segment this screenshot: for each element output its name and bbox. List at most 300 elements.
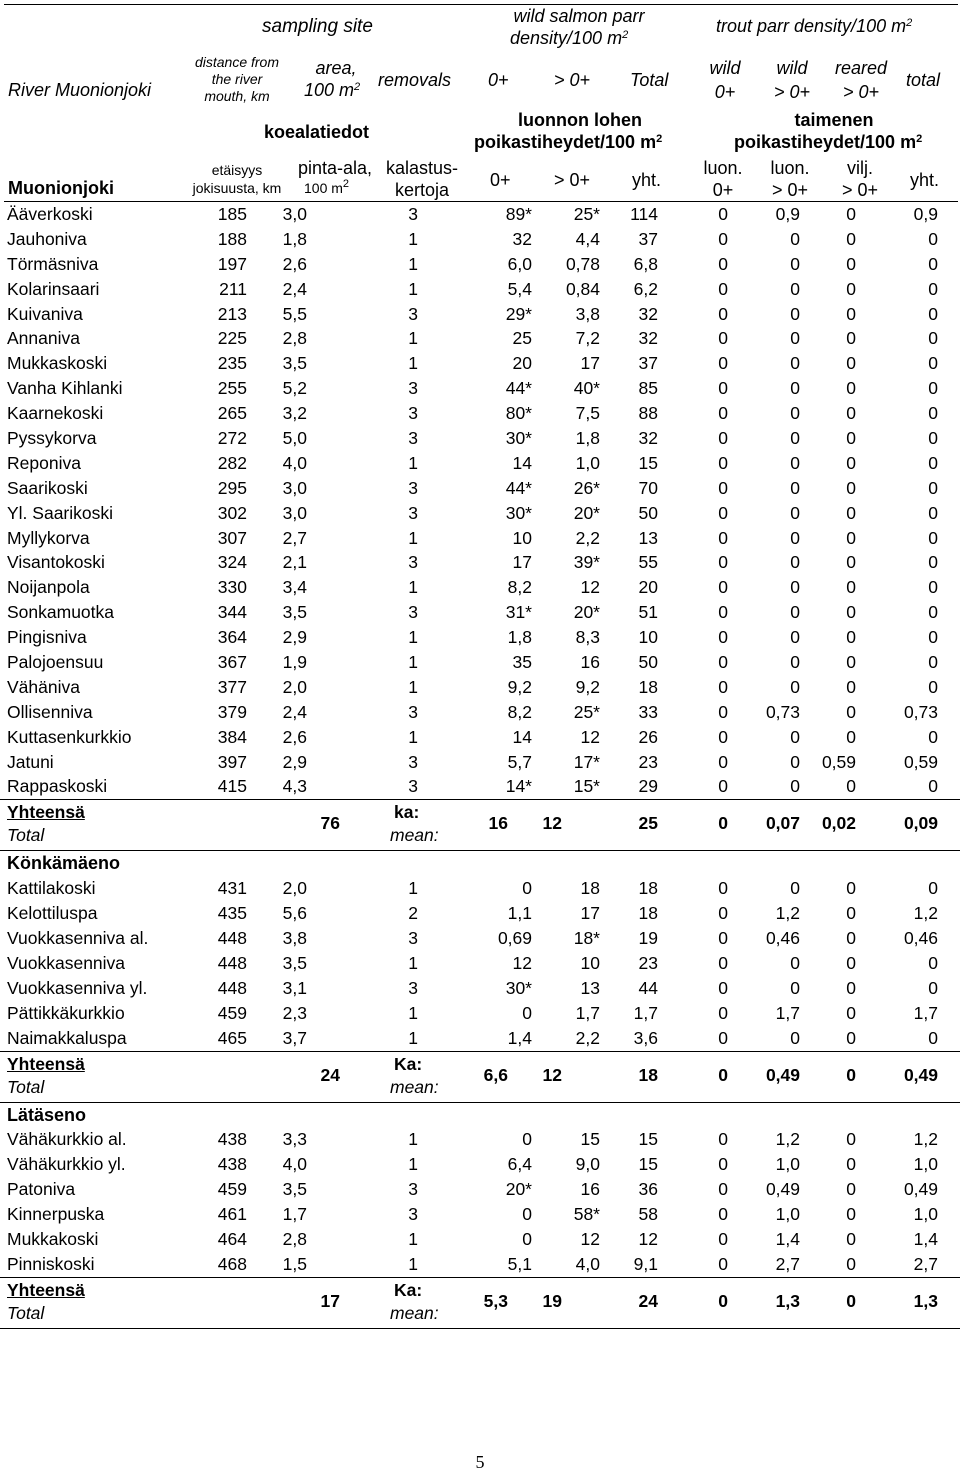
distance-cell: 379	[217, 701, 247, 722]
trout-wild-gt0plus-cell: 0	[790, 428, 800, 449]
section-title: Könkämäeno	[7, 853, 121, 874]
sup-2: 2	[354, 81, 361, 93]
trout-wild-gt0plus-cell: 0	[790, 878, 800, 899]
removals-cell: 3	[408, 204, 418, 224]
table-row	[0, 926, 960, 951]
trout-reared-cell: 0	[846, 1253, 856, 1274]
total-value: 0,07	[765, 813, 800, 834]
header-total: Total	[630, 70, 669, 90]
trout-reared-cell: 0	[846, 502, 856, 523]
salmon-gt0plus-cell: 39*	[573, 552, 600, 573]
area-cell: 3,8	[282, 928, 307, 949]
trout-total-cell: 1,2	[913, 1129, 938, 1150]
header-poikastiheydet-lohi	[474, 133, 662, 153]
salmon-0plus-cell: 44*	[505, 477, 532, 498]
header-poikastiheydet-taimen-text: poikastiheydet/100 m	[734, 132, 917, 152]
salmon-total-cell: 37	[638, 228, 658, 249]
salmon-0plus-cell: 0	[522, 1002, 532, 1023]
header-vilj-2: > 0+	[841, 180, 879, 200]
trout-wild-gt0plus-cell: 0,49	[765, 1179, 800, 1200]
salmon-gt0plus-cell: 9,2	[575, 676, 600, 697]
trout-wild-0plus-cell: 0	[718, 627, 728, 648]
header-distance-1: distance from	[194, 54, 280, 70]
salmon-0plus-cell: 1,4	[507, 1027, 532, 1048]
trout-total-cell: 0	[928, 652, 938, 673]
removals-cell: 1	[408, 278, 418, 299]
distance-cell: 197	[217, 253, 247, 274]
salmon-gt0plus-cell: 0,84	[565, 278, 600, 299]
site-name-cell: Jatuni	[7, 751, 54, 772]
trout-wild-0plus-cell: 0	[718, 502, 728, 523]
distance-cell: 272	[217, 428, 247, 449]
trout-reared-cell: 0	[846, 253, 856, 274]
header-area-1: area,	[315, 58, 357, 78]
trout-wild-gt0plus-cell: 0	[790, 627, 800, 648]
trout-total-cell: 0	[928, 403, 938, 424]
salmon-gt0plus-cell: 3,8	[575, 303, 600, 324]
site-name-cell: Kattilakoski	[7, 878, 96, 899]
salmon-gt0plus-cell: 18	[580, 878, 600, 899]
total-label-en: Total	[7, 1076, 45, 1097]
distance-cell: 459	[217, 1002, 247, 1023]
total-value: 24	[638, 1290, 658, 1311]
total-value: 1,3	[775, 1290, 800, 1311]
site-name-cell: Pyssykorva	[7, 428, 97, 449]
trout-wild-gt0plus-cell: 0	[790, 977, 800, 998]
trout-wild-0plus-cell: 0	[718, 1228, 728, 1249]
salmon-0plus-cell: 20*	[505, 1179, 532, 1200]
trout-wild-0plus-cell: 0	[718, 952, 728, 973]
header-wild-salmon-1: wild salmon parr	[513, 6, 645, 26]
trout-total-cell: 0	[928, 253, 938, 274]
header-luon2-1: luon.	[770, 158, 810, 178]
trout-total-cell: 1,2	[913, 903, 938, 924]
distance-cell: 265	[217, 403, 247, 424]
total-label-fi: Yhteensä	[7, 802, 85, 823]
total-value: 0,49	[765, 1064, 800, 1085]
trout-total-cell: 0	[928, 1027, 938, 1048]
site-name-cell: Kaarnekoski	[7, 403, 104, 424]
trout-wild-gt0plus-cell: 1,2	[775, 903, 800, 924]
header-removals: removals	[378, 70, 452, 90]
trout-reared-cell: 0	[846, 403, 856, 424]
total-value: 0,49	[903, 1064, 938, 1085]
trout-total-cell: 0	[928, 552, 938, 573]
header-luonnon-lohen: luonnon lohen	[518, 110, 642, 130]
header-koealatiedot: koealatiedot	[264, 122, 370, 142]
trout-total-cell: 0	[928, 502, 938, 523]
trout-wild-0plus-cell: 0	[718, 726, 728, 747]
header-fi-yht: yht.	[632, 170, 662, 190]
area-cell: 2,3	[282, 1002, 307, 1023]
trout-total-cell: 0	[928, 353, 938, 374]
total-row	[0, 1051, 960, 1103]
trout-total-cell: 1,0	[913, 1154, 938, 1175]
trout-total-cell: 0	[928, 428, 938, 449]
page-number: 5	[475, 1452, 485, 1472]
total-mean-label: mean:	[390, 825, 439, 846]
distance-cell: 397	[217, 751, 247, 772]
table-row	[0, 625, 960, 650]
trout-wild-0plus-cell: 0	[718, 1002, 728, 1023]
site-name-cell: Törmäsniva	[7, 253, 99, 274]
salmon-total-cell: 1,7	[633, 1002, 658, 1023]
salmon-total-cell: 23	[638, 751, 658, 772]
table-row	[0, 401, 960, 426]
salmon-0plus-cell: 14	[512, 452, 532, 473]
table-row	[0, 976, 960, 1001]
table-row	[0, 351, 960, 376]
trout-wild-gt0plus-cell: 0,73	[765, 701, 800, 722]
removals-cell: 1	[408, 228, 418, 249]
trout-total-cell: 0	[928, 378, 938, 399]
salmon-total-cell: 19	[638, 928, 658, 949]
table-row	[0, 227, 960, 252]
site-name-cell: Ollisenniva	[7, 701, 93, 722]
salmon-0plus-cell: 30*	[505, 977, 532, 998]
distance-cell: 448	[217, 952, 247, 973]
sup-2: 2	[656, 133, 663, 145]
area-cell: 4,0	[282, 1154, 307, 1175]
trout-reared-cell: 0,59	[821, 751, 856, 772]
area-cell: 3,5	[282, 353, 307, 374]
total-value: 0	[718, 1290, 728, 1311]
trout-total-cell: 0	[928, 977, 938, 998]
trout-wild-0plus-cell: 0	[718, 751, 728, 772]
site-name-cell: Pinniskoski	[7, 1253, 95, 1274]
distance-cell: 435	[217, 903, 247, 924]
trout-reared-cell: 0	[846, 1002, 856, 1023]
salmon-0plus-cell: 0	[522, 1228, 532, 1249]
header-wild-1: wild	[709, 58, 741, 78]
site-name-cell: Naimakkaluspa	[7, 1027, 127, 1048]
salmon-total-cell: 15	[638, 1154, 658, 1175]
site-name-cell: Yl. Saarikoski	[7, 502, 114, 523]
trout-reared-cell: 0	[846, 452, 856, 473]
trout-wild-gt0plus-cell: 0	[790, 253, 800, 274]
salmon-gt0plus-cell: 0,78	[565, 253, 600, 274]
total-value: 1,3	[913, 1290, 938, 1311]
trout-wild-0plus-cell: 0	[718, 452, 728, 473]
trout-wild-0plus-cell: 0	[718, 1154, 728, 1175]
area-cell: 3,3	[282, 1129, 307, 1150]
salmon-gt0plus-cell: 7,5	[575, 403, 600, 424]
salmon-total-cell: 50	[638, 652, 658, 673]
table-row	[0, 725, 960, 750]
table-row	[0, 302, 960, 327]
trout-total-cell: 0	[928, 303, 938, 324]
salmon-0plus-cell: 31*	[505, 602, 532, 623]
trout-total-cell: 0	[928, 228, 938, 249]
table-row	[0, 901, 960, 926]
salmon-gt0plus-cell: 17	[580, 903, 600, 924]
salmon-total-cell: 36	[638, 1179, 658, 1200]
trout-total-cell: 0	[928, 328, 938, 349]
trout-reared-cell: 0	[846, 676, 856, 697]
salmon-total-cell: 18	[638, 676, 658, 697]
trout-wild-gt0plus-cell: 0	[790, 353, 800, 374]
trout-total-cell: 0	[928, 452, 938, 473]
salmon-0plus-cell: 20	[512, 353, 532, 374]
table-row	[0, 876, 960, 901]
table-row	[0, 550, 960, 575]
salmon-gt0plus-cell: 26*	[573, 477, 600, 498]
salmon-gt0plus-cell: 1,8	[575, 428, 600, 449]
salmon-gt0plus-cell: 1,0	[575, 452, 600, 473]
salmon-gt0plus-cell: 8,3	[575, 627, 600, 648]
salmon-0plus-cell: 14	[512, 726, 532, 747]
salmon-gt0plus-cell: 16	[580, 652, 600, 673]
table-row	[0, 951, 960, 976]
total-value: 0	[718, 813, 728, 834]
salmon-gt0plus-cell: 4,4	[575, 228, 600, 249]
trout-reared-cell: 0	[846, 577, 856, 598]
distance-cell: 344	[217, 602, 247, 623]
salmon-total-cell: 23	[638, 952, 658, 973]
trout-wild-0plus-cell: 0	[718, 477, 728, 498]
trout-total-cell: 1,7	[913, 1002, 938, 1023]
salmon-total-cell: 6,2	[633, 278, 658, 299]
table-header	[4, 4, 958, 202]
site-name-cell: Pättikkäkurkkio	[7, 1002, 125, 1023]
area-cell: 3,0	[282, 477, 307, 498]
salmon-total-cell: 32	[638, 328, 658, 349]
salmon-gt0plus-cell: 25*	[573, 204, 600, 224]
trout-reared-cell: 0	[846, 353, 856, 374]
distance-cell: 330	[217, 577, 247, 598]
area-cell: 1,5	[282, 1253, 307, 1274]
distance-cell: 438	[217, 1129, 247, 1150]
salmon-gt0plus-cell: 17	[580, 353, 600, 374]
header-poikastiheydet-lohi-text: poikastiheydet/100 m	[474, 132, 657, 152]
area-cell: 3,5	[282, 602, 307, 623]
removals-cell: 1	[408, 652, 418, 673]
area-cell: 2,7	[282, 527, 307, 548]
header-area-2	[304, 81, 360, 101]
header-etaisyys-1: etäisyys	[211, 162, 263, 178]
trout-total-cell: 1,4	[913, 1228, 938, 1249]
removals-cell: 3	[408, 977, 418, 998]
site-name-cell: Jauhoniva	[7, 228, 87, 249]
salmon-0plus-cell: 0	[522, 1204, 532, 1225]
removals-cell: 3	[408, 776, 418, 797]
salmon-gt0plus-cell: 25*	[573, 701, 600, 722]
distance-cell: 464	[217, 1228, 247, 1249]
salmon-total-cell: 18	[638, 903, 658, 924]
salmon-gt0plus-cell: 2,2	[575, 527, 600, 548]
removals-cell: 1	[408, 627, 418, 648]
table-row	[0, 600, 960, 625]
trout-wild-gt0plus-cell: 0	[790, 477, 800, 498]
table-row	[0, 277, 960, 302]
table-row	[0, 202, 960, 227]
site-name-cell: Vuokkasenniva yl.	[7, 977, 148, 998]
area-cell: 3,4	[282, 577, 307, 598]
site-name-cell: Vuokkasenniva al.	[7, 928, 149, 949]
salmon-total-cell: 85	[638, 378, 658, 399]
salmon-0plus-cell: 44*	[505, 378, 532, 399]
site-name-cell: Myllykorva	[7, 527, 90, 548]
header-gt0plus: > 0+	[554, 70, 591, 90]
total-value: 0	[846, 1290, 856, 1311]
table-row	[0, 1202, 960, 1227]
removals-cell: 3	[408, 701, 418, 722]
header-wild2-2: > 0+	[773, 82, 811, 102]
sup-2: 2	[906, 17, 913, 29]
salmon-0plus-cell: 30*	[505, 428, 532, 449]
area-cell: 2,8	[282, 328, 307, 349]
salmon-total-cell: 51	[638, 602, 658, 623]
salmon-gt0plus-cell: 58*	[573, 1204, 600, 1225]
total-area: 17	[320, 1290, 340, 1311]
salmon-total-cell: 15	[638, 1129, 658, 1150]
trout-reared-cell: 0	[846, 1179, 856, 1200]
trout-wild-0plus-cell: 0	[718, 552, 728, 573]
header-reared-1: reared	[834, 58, 888, 78]
header-total-en: total	[906, 70, 941, 90]
trout-wild-0plus-cell: 0	[718, 278, 728, 299]
salmon-gt0plus-cell: 16	[580, 1179, 600, 1200]
trout-wild-gt0plus-cell: 0	[790, 502, 800, 523]
table-row	[0, 1026, 960, 1051]
trout-wild-0plus-cell: 0	[718, 1129, 728, 1150]
removals-cell: 1	[408, 527, 418, 548]
area-cell: 1,8	[282, 228, 307, 249]
removals-cell: 1	[408, 577, 418, 598]
salmon-total-cell: 9,1	[633, 1253, 658, 1274]
distance-cell: 282	[217, 452, 247, 473]
area-cell: 4,3	[282, 776, 307, 797]
trout-wild-gt0plus-cell: 1,2	[775, 1129, 800, 1150]
trout-wild-0plus-cell: 0	[718, 903, 728, 924]
header-distance-3: mouth, km	[204, 88, 270, 104]
table-row	[0, 252, 960, 277]
salmon-0plus-cell: 0	[522, 1129, 532, 1150]
header-vilj-1: vilj.	[847, 158, 873, 178]
total-value: 12	[542, 813, 562, 834]
removals-cell: 1	[408, 353, 418, 374]
salmon-0plus-cell: 29*	[505, 303, 532, 324]
header-0plus: 0+	[488, 70, 509, 90]
trout-wild-0plus-cell: 0	[718, 403, 728, 424]
distance-cell: 415	[217, 776, 247, 797]
area-cell: 2,4	[282, 278, 307, 299]
table-row	[0, 1127, 960, 1152]
area-cell: 3,5	[282, 952, 307, 973]
area-cell: 3,2	[282, 403, 307, 424]
salmon-total-cell: 50	[638, 502, 658, 523]
salmon-0plus-cell: 80*	[505, 403, 532, 424]
header-etaisyys-2: jokisuusta, km	[192, 180, 282, 196]
header-sampling-site: sampling site	[262, 16, 373, 37]
salmon-0plus-cell: 1,8	[507, 627, 532, 648]
area-cell: 5,5	[282, 303, 307, 324]
trout-total-cell: 0,46	[903, 928, 938, 949]
trout-wild-0plus-cell: 0	[718, 204, 728, 224]
salmon-0plus-cell: 9,2	[507, 676, 532, 697]
trout-total-cell: 0,49	[903, 1179, 938, 1200]
salmon-total-cell: 13	[638, 527, 658, 548]
removals-cell: 1	[408, 1002, 418, 1023]
salmon-total-cell: 88	[638, 403, 658, 424]
removals-cell: 2	[408, 903, 418, 924]
distance-cell: 324	[217, 552, 247, 573]
salmon-0plus-cell: 6,4	[507, 1154, 532, 1175]
total-value: 0,02	[821, 813, 856, 834]
trout-reared-cell: 0	[846, 1129, 856, 1150]
trout-reared-cell: 0	[846, 1204, 856, 1225]
salmon-gt0plus-cell: 18*	[573, 928, 600, 949]
distance-cell: 307	[217, 527, 247, 548]
area-cell: 3,5	[282, 1179, 307, 1200]
trout-wild-gt0plus-cell: 0,9	[775, 204, 800, 224]
salmon-total-cell: 12	[638, 1228, 658, 1249]
site-name-cell: Vähäniva	[7, 676, 80, 697]
trout-total-cell: 0	[928, 726, 938, 747]
total-value: 5,3	[483, 1290, 508, 1311]
site-name-cell: Mukkaskoski	[7, 353, 108, 374]
trout-total-cell: 0	[928, 577, 938, 598]
salmon-total-cell: 32	[638, 303, 658, 324]
salmon-0plus-cell: 8,2	[507, 701, 532, 722]
area-cell: 2,9	[282, 751, 307, 772]
salmon-0plus-cell: 0	[522, 878, 532, 899]
trout-wild-0plus-cell: 0	[718, 228, 728, 249]
removals-cell: 3	[408, 751, 418, 772]
trout-wild-0plus-cell: 0	[718, 878, 728, 899]
area-cell: 3,7	[282, 1027, 307, 1048]
removals-cell: 3	[408, 428, 418, 449]
site-name-cell: Noijanpola	[7, 577, 90, 598]
site-name-cell: Annaniva	[7, 328, 80, 349]
area-cell: 5,0	[282, 428, 307, 449]
table-body	[0, 202, 960, 1329]
salmon-0plus-cell: 5,4	[507, 278, 532, 299]
salmon-gt0plus-cell: 2,2	[575, 1027, 600, 1048]
trout-total-cell: 0	[928, 776, 938, 797]
trout-wild-0plus-cell: 0	[718, 652, 728, 673]
sup-2: 2	[622, 29, 629, 41]
distance-cell: 431	[217, 878, 247, 899]
total-value: 19	[542, 1290, 562, 1311]
sup-2: 2	[342, 178, 350, 190]
total-row	[0, 1277, 960, 1329]
salmon-0plus-cell: 12	[512, 952, 532, 973]
salmon-gt0plus-cell: 20*	[573, 602, 600, 623]
site-name-cell: Kolarinsaari	[7, 278, 100, 299]
trout-reared-cell: 0	[846, 378, 856, 399]
table-row	[0, 675, 960, 700]
trout-wild-gt0plus-cell: 0	[790, 378, 800, 399]
total-value: 16	[488, 813, 508, 834]
salmon-gt0plus-cell: 15*	[573, 776, 600, 797]
trout-reared-cell: 0	[846, 903, 856, 924]
trout-wild-0plus-cell: 0	[718, 977, 728, 998]
trout-total-cell: 2,7	[913, 1253, 938, 1274]
trout-reared-cell: 0	[846, 1027, 856, 1048]
trout-wild-gt0plus-cell: 0	[790, 228, 800, 249]
removals-cell: 3	[408, 378, 418, 399]
table-row	[0, 451, 960, 476]
trout-reared-cell: 0	[846, 776, 856, 797]
trout-reared-cell: 0	[846, 652, 856, 673]
distance-cell: 438	[217, 1154, 247, 1175]
salmon-total-cell: 10	[638, 627, 658, 648]
header-reared-2: > 0+	[842, 82, 880, 102]
trout-reared-cell: 0	[846, 701, 856, 722]
salmon-gt0plus-cell: 13	[580, 977, 600, 998]
salmon-total-cell: 3,6	[633, 1027, 658, 1048]
